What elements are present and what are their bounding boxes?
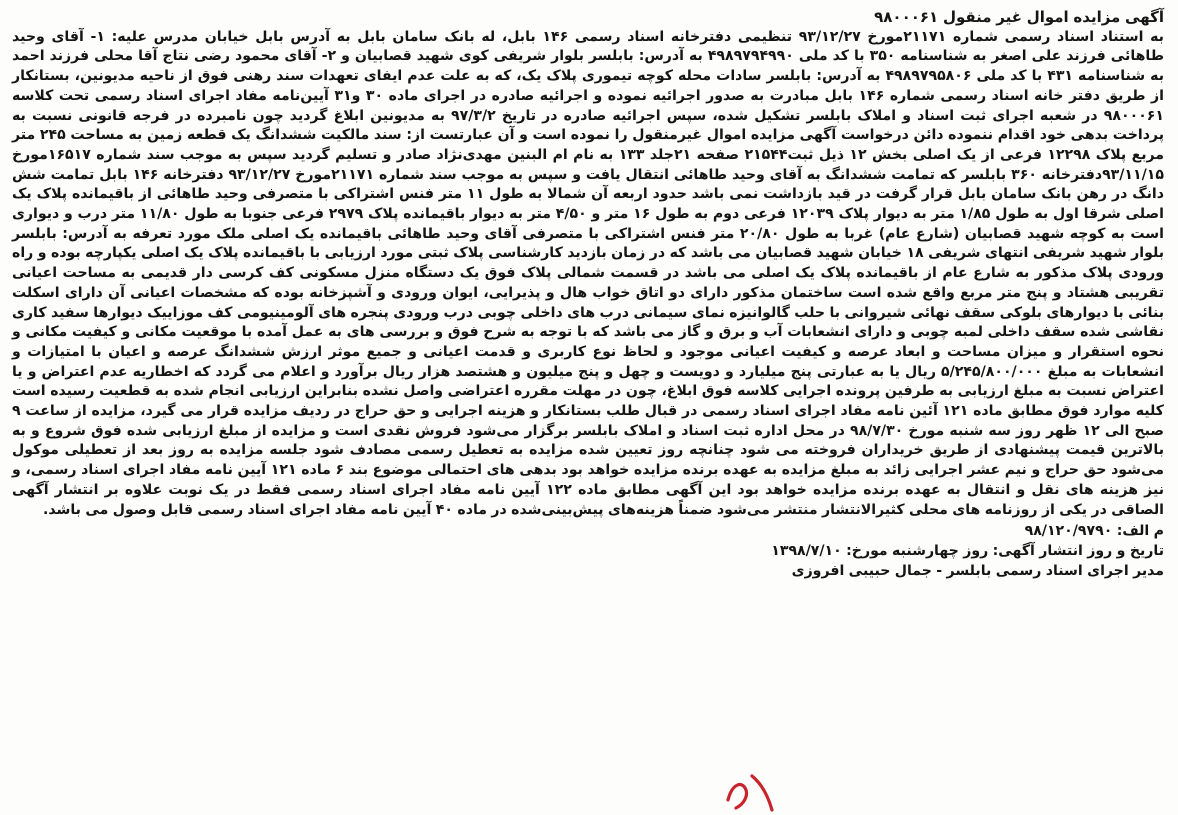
signature-line: مدیر اجرای اسناد رسمی بابلسر - جمال حبیبی افروزی — [791, 562, 1164, 579]
notice-body: به استناد اسناد رسمی شماره ۲۱۱۷۱مورخ ۹۳/۱۲/۲۷ تنظیمی دفترخانه اسناد رسمی ۱۴۶ بابل، له بانک سامان بابل به آدرس بابل خیابان مدرس علیه: ۱- آقای وحید طاهائی فرزند علی اصغر به شناسنامه ۳۵۰ با کد ملی ۴۹۸۹۷۹۴۹۹۰ به آدرس: بابلسر بلوار شریفی کوی شهید قصابیان و ۲- آقای محمود رضی نتاج آقا محلی فرزند احمد به شناسنامه ۴۳۱ با کد ملی ۴۹۸۹۷۹۵۸۰۶ به آدرس: بابلسر سادات محله کوچه تیموری پلاک یک، که به علت عدم ایفای تعهدات سند رهنی فوق از ناحیه مدیونین، بستانکار از طریق دفتر خانه اسناد رسمی شماره ۱۴۶ بابل مبادرت به صدور اجرائیه نموده و اجرائیه صادره در اجرای ماده ۳۰ و۳۱ آیین‌نامه مفاد اجرای اسناد رسمی تحت کلاسه ۹۸۰۰۰۶۱ در شعبه اجرای ثبت اسناد و املاک بابلسر تشکیل شده، سپس اجرائیه صادره در تاریخ ۹۷/۳/۲ به مدیونین ابلاغ گردید چون نامبرده در فرجه قانونی نسبت به پرداخت بدهی خود اقدام ننموده دائن درخواست آگهی مزایده اموال غیرمنقول را نموده است و آن عبارتست از: سند مالکیت ششدانگ یک قطعه زمین به مساحت ۲۴۵ متر مربع پلاک ۱۲۲۹۸ فرعی از یک اصلی بخش ۱۲ ذیل ثبت۲۱۵۴۴ صفحه ۲۱جلد ۱۳۳ به نام ام البنین مهدی‌نژاد صادر و تسلیم گردید سپس به موجب سند شماره ۱۶۵۱۷مورخ ۹۳/۱۱/۱۵دفترخانه ۳۶۰ بابلسر که تمامت ششدانگ به آقای وحید طاهائی انتقال یافت و سپس به موجب سند شماره ۲۱۱۷۱مورخ ۹۳/۱۲/۲۷ دفترخانه ۱۴۶ بابل تمامت شش دانگ در رهن بانک سامان بابل قرار گرفت در قید بازداشت نمی باشد حدود اربعه آن شمالا به طول ۱۱ متر فنس اشتراکی با متصرفی وحید طاهائی از باقیمانده پلاک یک اصلی شرقا اول به طول ۱/۸۵ متر به دیوار پلاک ۱۲۰۳۹ فرعی دوم به طول ۱۶ متر و ۴/۵۰ متر به دیوار باقیمانده پلاک ۲۹۷۹ فرعی جنوبا به طول ۱۱/۸۰ متر درب و دیواری است به کوچه شهید قصابیان (شارع عام) غربا به طول ۲۰/۸۰ متر فنس اشتراکی با متصرفی آقای وحید طاهائی باقیمانده یک اصلی ملک مورد تعرفه به آدرس: بابلسر بلوار شهید شریفی انتهای شریفی ۱۸ خیابان شهید قصابیان می باشد که در زمان بازدید کارشناسی پلاک ثبتی مورد ارزیابی با باقیمانده پلاک یک اصلی یکپارچه بوده و راه ورودی پلاک مذکور به شارع عام از باقیمانده پلاک یک اصلی می باشد در قسمت شمالی پلاک فوق یک دستگاه منزل مسکونی کف کرسی دار قدیمی به مساحت اعیانی تقریبی هشتاد و پنج متر مربع واقع شده است ساختمان مذکور دارای دو اتاق خواب هال و پذیرایی، ایوان ورودی و آشپزخانه بوده که مشخصات اعیانی آن دارای اسکلت بنائی با دیوارهای بلوکی سقف نهائی شیروانی با حلب گالوانیزه نمای سیمانی درب های داخلی چوبی درب ورودی پنجره های آلومینیومی کف موزاییک دیوارها سفید کاری نقاشی شده سقف داخلی لمبه چوبی و دارای انشعابات آب و برق و گاز می باشد که با توجه به شرح فوق و بررسی های به عمل آمده با موقعیت مکانی و کیفیت مکانی و نحوه استقرار و میزان مساحت و ابعاد عرصه و کیفیت اعیانی موجود و لحاظ نوع کاربری و قدمت اعیانی و جمیع موثر ارزش ششدانگ عرصه و اعیان با امتیازات و انشعابات به مبلغ ۵/۲۴۵/۸۰۰/۰۰۰ ریال یا به عبارتی پنج میلیارد و دویست و چهل و پنج میلیون و هشتصد هزار ریال برآورد و اعلام می گردد که اخطاریه عدم اعتراض و یا اعتراض نسبت به مبلغ ارزیابی به طرفین پرونده اجرایی کلاسه فوق ابلاغ، چون در مهلت مقرره اعتراضی واصل نشده بنابراین ارزیابی انجام شده به قطعیت رسیده است کلیه موارد فوق مطابق ماده ۱۲۱ آئین نامه مفاد اجرای اسناد رسمی در قبال طلب بستانکار و هزینه اجرایی و حق حراج در ردیف مزایده قرار می گیرد، مزایده از ساعت ۹ صبح الی ۱۲ ظهر روز سه شنبه مورخ ۹۸/۷/۳۰ در محل اداره ثبت اسناد و املاک بابلسر برگزار می‌شود فروش نقدی است و مزایده از مبلغ ارزیابی شده فوق شروع و به بالاترین قیمت پیشنهادی از طریق خریداران فروخته می شود چنانچه روز تعیین شده مزایده به تعطیل رسمی مصادف شود جلسه مزایده به روز بعد از تعطیلی موکول می‌شود حق حراج و نیم عشر اجرایی زائد به مبلغ مزایده به عهده برنده مزایده خواهد بود بدهی های احتمالی موضوع بند ۶ ماده ۱۲۱ آیین نامه مفاد اجرای اسناد رسمی، و نیز هزینه های نقل و انتقال به عهده برنده مزایده خواهد بود این آگهی مطابق ماده ۱۲۲ آیین نامه مفاد اجرای اسناد رسمی فقط در یک نوبت علاوه بر انتشار آگهی الصاقی در یکی از روزنامه های محلی کثیرالانتشار منتشر می‌شود ضمناً هزینه‌های پیش‌بینی‌شده در ماده ۴۰ آیین نامه مفاد اجرای اسناد رسمی قابل وصول می باشد. — [12, 28, 1165, 518]
publish-date: تاریخ و روز انتشار آگهی: روز چهارشنبه مورخ: ۱۳۹۸/۷/۱۰ — [771, 542, 1164, 559]
auction-notice — [12, 8, 1164, 581]
notice-footer — [12, 522, 1164, 581]
handwritten-red-mark — [722, 770, 778, 814]
reference-number: م الف: ۹۸/۱۲۰/۹۷۹۰ — [1024, 523, 1164, 540]
notice-title: آگهی مزایده اموال غیر منقول ۹۸۰۰۰۶۱ — [874, 8, 1164, 26]
